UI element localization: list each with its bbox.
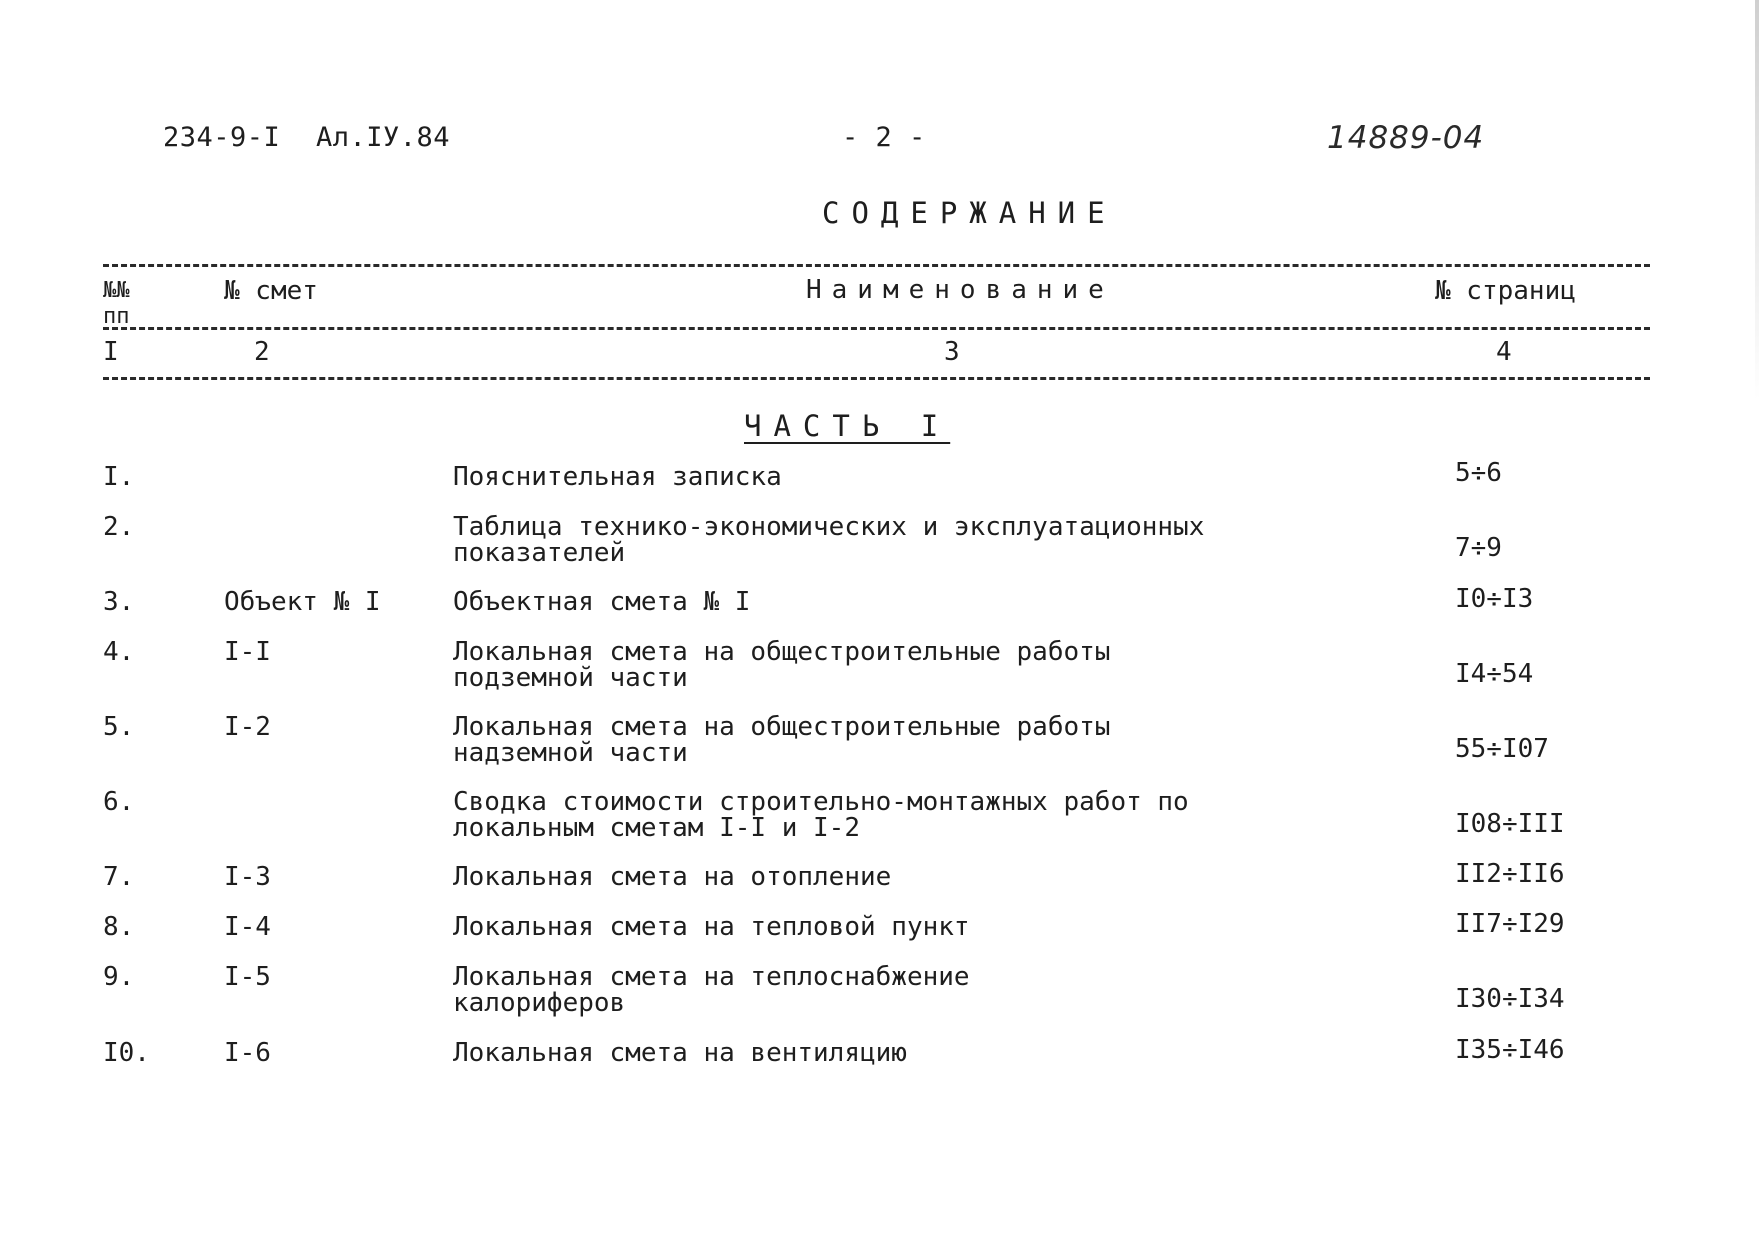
- row-name-line: Локальная смета на тепловой пункт: [453, 912, 970, 942]
- row-pages: 7÷9: [1455, 533, 1502, 563]
- table-mid-rule: [103, 327, 1650, 330]
- row-pages: 55÷I07: [1455, 734, 1549, 764]
- row-number: 3.: [103, 587, 135, 617]
- row-pages: I30÷I34: [1455, 984, 1565, 1014]
- col-index-1: I: [103, 337, 119, 367]
- row-estimate: I-6: [224, 1038, 271, 1068]
- row-estimate: I-3: [224, 862, 271, 892]
- row-name-line: Локальная смета на отопление: [453, 862, 892, 892]
- row-name-line: Локальная смета на общестроительные работы: [453, 712, 1111, 742]
- col-number-header-line2: пп: [103, 304, 130, 329]
- row-estimate: I-2: [224, 712, 271, 742]
- row-name-line: калориферов: [453, 988, 626, 1018]
- row-number: I0.: [103, 1038, 150, 1068]
- col-index-4: 4: [1496, 337, 1512, 367]
- row-number: 6.: [103, 787, 135, 817]
- handwritten-inventory-number: 14889-04: [1327, 120, 1485, 156]
- row-name-line: Пояснительная записка: [453, 462, 782, 492]
- row-number: 8.: [103, 912, 135, 942]
- row-pages: I08÷III: [1455, 809, 1565, 839]
- row-pages: I0÷I3: [1455, 584, 1534, 614]
- row-name-line: показателей: [453, 538, 626, 568]
- col-pages-header: № страниц: [1435, 276, 1576, 306]
- row-name-line: надземной части: [453, 738, 688, 768]
- row-estimate: I-I: [224, 637, 271, 667]
- row-pages: I35÷I46: [1455, 1035, 1565, 1065]
- row-estimate: I-4: [224, 912, 271, 942]
- row-name-line: Локальная смета на общестроительные работы: [453, 637, 1111, 667]
- row-name-line: Локальная смета на вентиляцию: [453, 1038, 907, 1068]
- sheet-reference: Ал.IУ.84: [316, 122, 451, 153]
- row-pages: II2÷II6: [1455, 859, 1565, 889]
- page-number: - 2 -: [842, 122, 926, 153]
- row-number: 9.: [103, 962, 135, 992]
- row-name-line: Таблица технико-экономических и эксплуатационных: [453, 512, 1205, 542]
- row-pages: I4÷54: [1455, 659, 1534, 689]
- col-index-2: 2: [254, 337, 270, 367]
- part-heading: ЧАСТЬ I: [744, 409, 951, 443]
- row-pages: II7÷I29: [1455, 909, 1565, 939]
- col-estimate-header: № смет: [224, 276, 318, 306]
- col-name-header: Наименование: [806, 275, 1114, 305]
- row-pages: 5÷6: [1455, 458, 1502, 488]
- row-name-line: подземной части: [453, 663, 688, 693]
- document-code: 234-9-I: [163, 122, 281, 153]
- table-bottom-rule: [103, 377, 1650, 380]
- row-name-line: локальным сметам I-I и I-2: [453, 813, 860, 843]
- row-name-line: Локальная смета на теплоснабжение: [453, 962, 970, 992]
- row-number: 4.: [103, 637, 135, 667]
- row-number: 2.: [103, 512, 135, 542]
- scan-edge-shadow: [1755, 0, 1759, 400]
- row-number: 7.: [103, 862, 135, 892]
- row-number: 5.: [103, 712, 135, 742]
- col-index-3: 3: [944, 337, 960, 367]
- row-estimate: Объект № I: [224, 587, 381, 617]
- page-title: СОДЕРЖАНИЕ: [822, 196, 1117, 230]
- row-name-line: Сводка стоимости строительно-монтажных работ по: [453, 787, 1189, 817]
- col-number-header-line1: №№: [103, 278, 130, 303]
- row-estimate: I-5: [224, 962, 271, 992]
- table-top-rule: [103, 264, 1650, 267]
- row-number: I.: [103, 462, 135, 492]
- row-name-line: Объектная смета № I: [453, 587, 751, 617]
